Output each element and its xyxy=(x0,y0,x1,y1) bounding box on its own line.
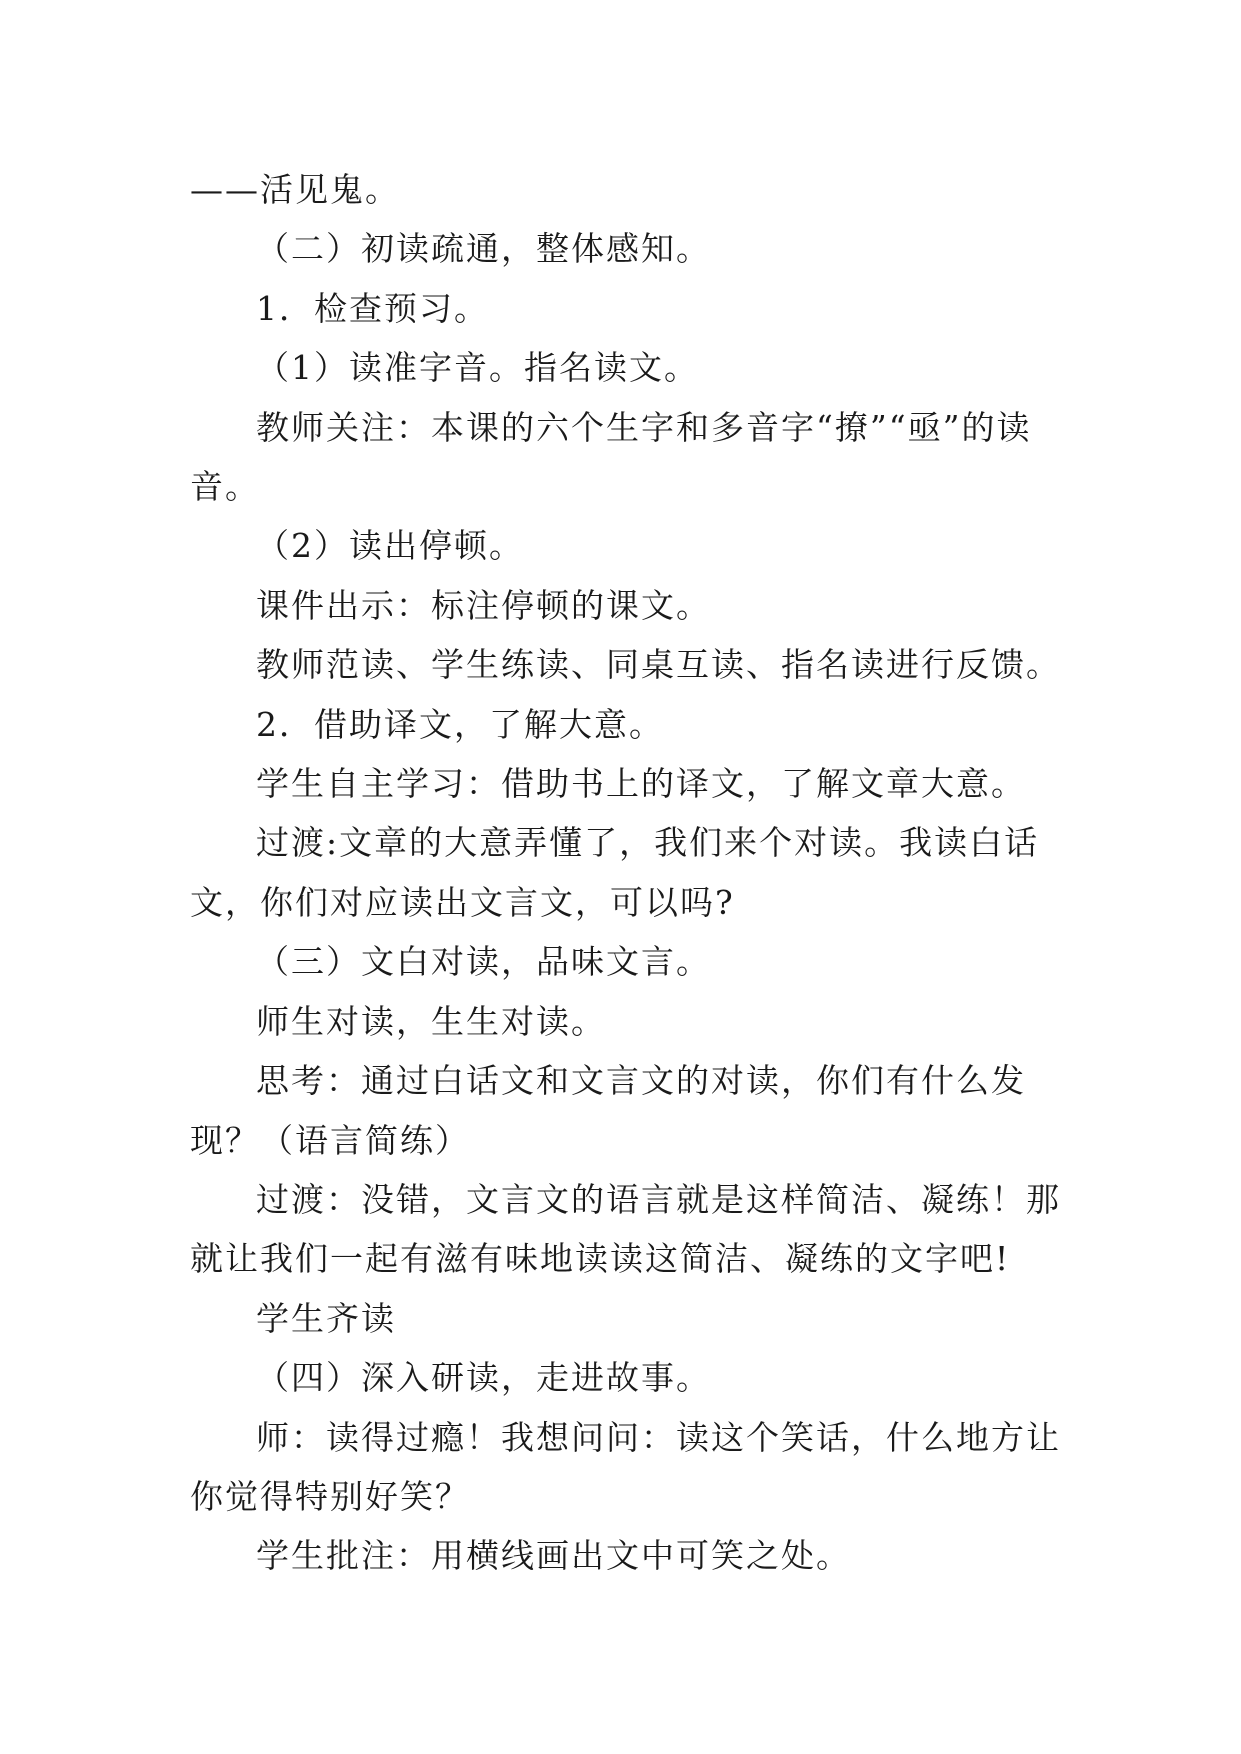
section-heading: （三）文白对读，品味文言。 xyxy=(256,942,711,982)
paragraph: 学生齐读 xyxy=(256,1298,396,1338)
paragraph: 教师关注：本课的六个生字和多音字“撩”“亟”的读音。 xyxy=(190,407,1032,507)
paragraph: 过渡:文章的大意弄懂了，我们来个对读。我读白话文，你们对应读出文言文，可以吗? xyxy=(190,823,1040,922)
section-heading: （四）深入研读，走进故事。 xyxy=(256,1358,711,1398)
step-heading: 1．检查预习。 xyxy=(256,288,489,328)
paragraph: 学生批注：用横线画出文中可笑之处。 xyxy=(256,1536,851,1576)
sub-step-heading: （2）读出停顿。 xyxy=(256,526,524,566)
paragraph: 师：读得过瘾！我想问问：读这个笑话，什么地方让你觉得特别好笑？ xyxy=(190,1417,1061,1516)
section-heading: （二）初读疏通，整体感知。 xyxy=(256,229,711,269)
paragraph: ——活见鬼。 xyxy=(190,170,400,209)
step-heading: 2．借助译文，了解大意。 xyxy=(256,704,664,744)
document-body xyxy=(190,160,1070,1586)
paragraph: 学生自主学习：借助书上的译文，了解文章大意。 xyxy=(256,764,1026,804)
paragraph: 过渡：没错，文言文的语言就是这样简洁、凝练！那就让我们一起有滋有味地读读这简洁、凝练的文字吧! xyxy=(190,1179,1061,1279)
paragraph: 师生对读，生生对读。 xyxy=(256,1001,606,1041)
sub-step-heading: （1）读准字音。指名读文。 xyxy=(256,348,699,388)
paragraph: 思考：通过白话文和文言文的对读，你们有什么发现？（语言简练） xyxy=(190,1061,1026,1160)
paragraph: 教师范读、学生练读、同桌互读、指名读进行反馈。 xyxy=(256,645,1061,685)
paragraph: 课件出示：标注停顿的课文。 xyxy=(256,585,711,625)
